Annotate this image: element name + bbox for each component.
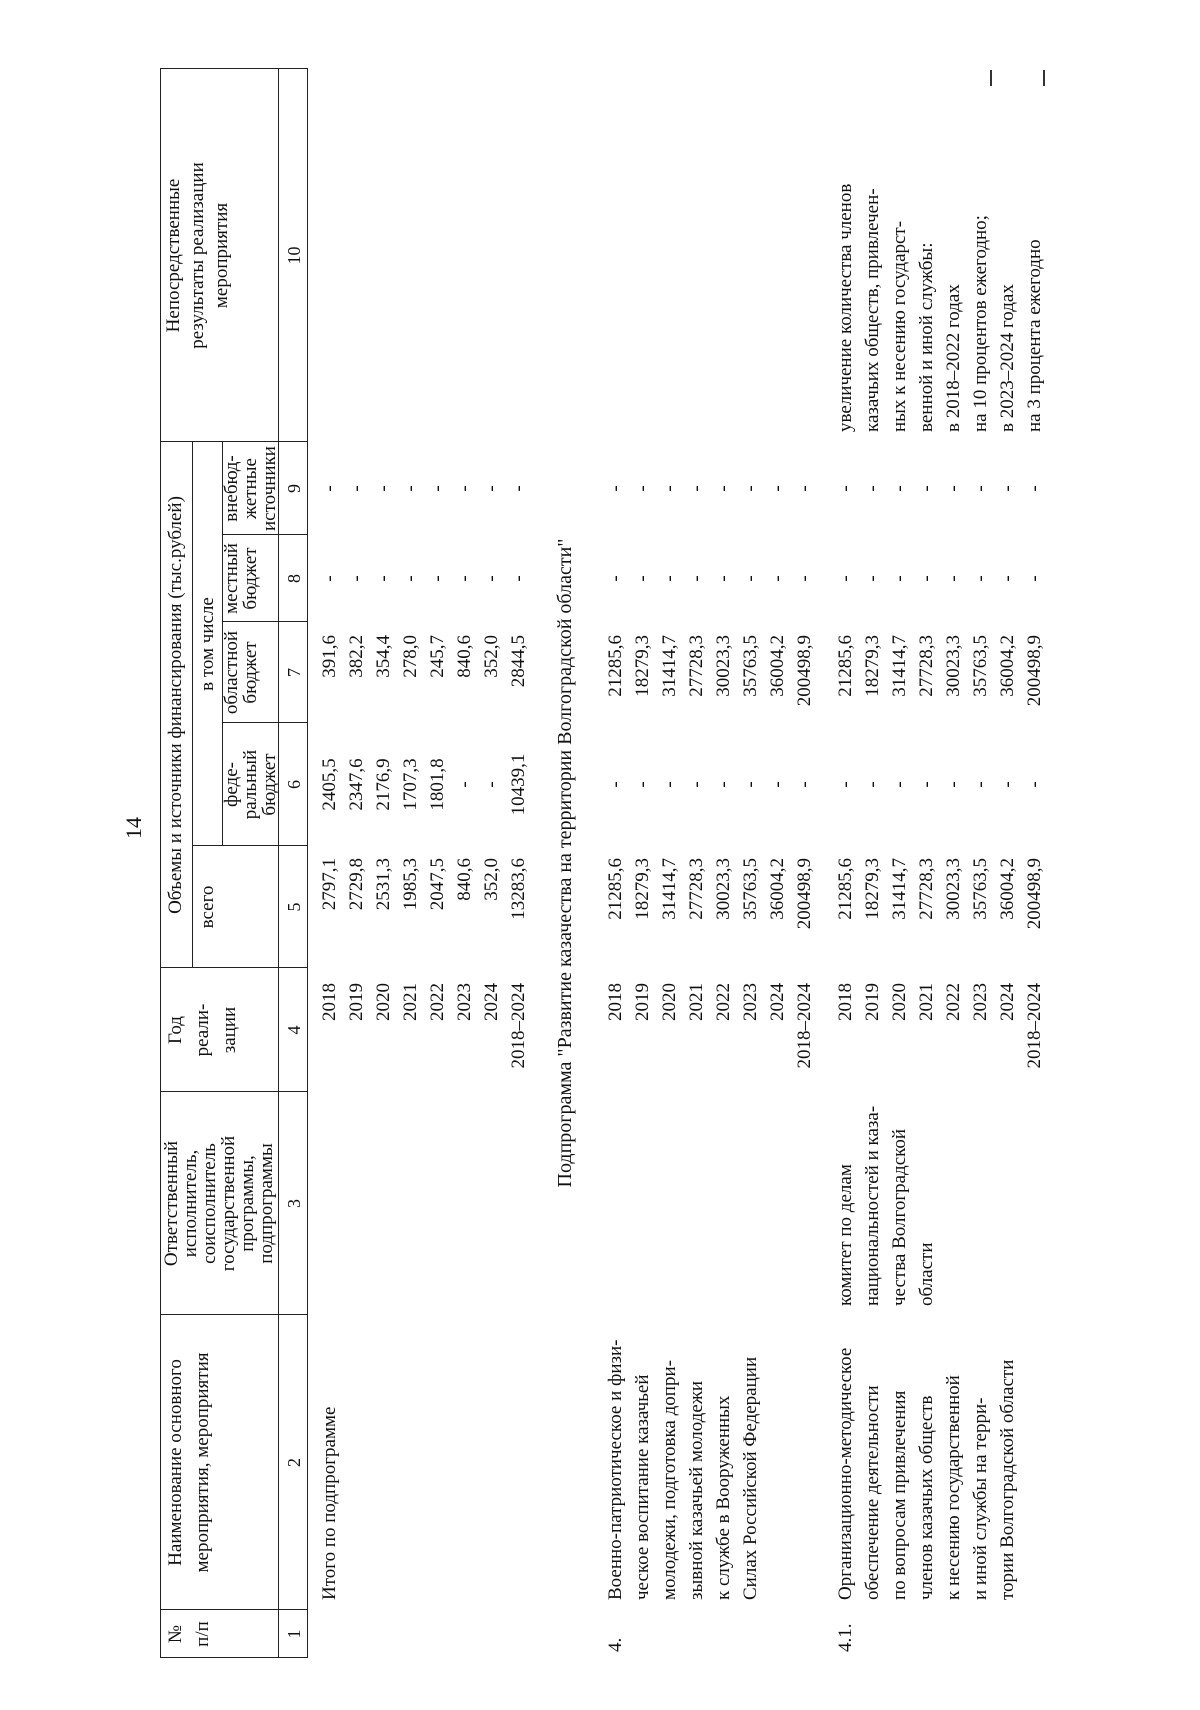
col-number: 2 <box>284 1458 304 1467</box>
row-4-federal-values: - - - - - - - - <box>605 781 815 788</box>
total-local-values: - - - - - - - - <box>319 575 529 582</box>
col-number: 8 <box>284 574 304 583</box>
col-number: 7 <box>284 668 304 677</box>
header-name: Наименование основного мероприятия, мероприятия <box>165 1352 213 1573</box>
header-total: всего <box>197 885 218 929</box>
row-4-1-regional-values: 21285,6 18279,3 31414,7 27728,3 30023,3 35763,5 36004,2 200498,9 <box>835 635 1045 707</box>
row-4-regional-values: 21285,6 18279,3 31414,7 27728,3 30023,3 35763,5 36004,2 200498,9 <box>605 635 815 707</box>
col-number: 1 <box>284 1629 304 1639</box>
row-4-local-values: - - - - - - - - <box>605 575 815 582</box>
header-extrabudget: внебюд- жетные источники <box>221 446 280 531</box>
row-4-number: 4. <box>605 1637 626 1652</box>
header-results: Непосредственные результаты реализации мероприятия <box>163 162 232 349</box>
row-4-1-number: 4.1. <box>835 1623 856 1652</box>
row-4-total-values: 21285,6 18279,3 31414,7 27728,3 30023,3 35763,5 36004,2 200498,9 <box>605 858 815 930</box>
header-year: Год реали- зации <box>165 1003 240 1057</box>
header-local: местный бюджет <box>221 543 261 614</box>
row-4-name: Военно-патриотическое и физи- ческое воспитание казачьей молодежи, подготовка допри- зывной казачьей молодежи к службе в Вооруженных Силах Российской Федерации <box>605 1339 761 1600</box>
row-4-1-federal-values: - - - - - - - - <box>835 781 1045 788</box>
col-number: 4 <box>284 1025 304 1035</box>
subprogram-title: Подпрограмма "Развитие казачества на территории Волгоградской области" <box>554 538 576 1188</box>
row-4-1-results: увеличение количества членов казачьих обществ, привлечен- ных к несению государст- венной и иной службы: в 2018–2022 годах на 10 процентов ежегодно; в 2023–2024 годах на 3 процента ежегодно <box>835 183 1045 432</box>
col-number: 5 <box>284 902 304 912</box>
header-executor: Ответственный исполнитель, соисполнитель государственной программы, подпрограммы <box>161 1135 277 1272</box>
scan-mark <box>990 70 992 86</box>
header-number: № п/п <box>165 1621 213 1647</box>
row-4-1-years: 2018 2019 2020 2021 2022 2023 2024 2018–2024 <box>835 983 1045 1069</box>
total-total-values: 2797,1 2729,8 2531,3 1985,3 2047,5 840,6 352,0 13283,6 <box>319 858 529 920</box>
col-number: 3 <box>284 1199 304 1208</box>
row-4-1-name: Организационно-методическое обеспечение деятельности по вопросам привлечения членов казачьих обществ к несению государственной и иной службы на терри- тории Волгоградской области <box>835 1347 1018 1600</box>
total-federal-values: 2405,5 2347,6 2176,9 1707,3 1801,8 - - 10439,1 <box>319 753 529 816</box>
rotated-table <box>160 68 1180 1658</box>
total-label: Итого по подпрограмме <box>319 1406 340 1600</box>
total-years: 2018 2019 2020 2021 2022 2023 2024 2018–2024 <box>319 983 529 1069</box>
col-number: 6 <box>284 780 304 789</box>
row-4-1-extra-values: - - - - - - - - <box>835 485 1045 492</box>
header-including: в том числе <box>197 597 218 691</box>
row-4-years: 2018 2019 2020 2021 2022 2023 2024 2018–2024 <box>605 983 815 1069</box>
row-4-extra-values: - - - - - - - - <box>605 485 815 492</box>
col-number: 9 <box>284 484 304 493</box>
total-extra-values: - - - - - - - - <box>319 485 529 492</box>
row-4-1-local-values: - - - - - - - - <box>835 575 1045 582</box>
row-4-1-total-values: 21285,6 18279,3 31414,7 27728,3 30023,3 35763,5 36004,2 200498,9 <box>835 858 1045 930</box>
header-funding: Объемы и источники финансирования (тыс.рублей) <box>165 496 186 914</box>
header-federal: феде- ральный бюджет <box>221 749 280 820</box>
scan-mark <box>1043 70 1045 86</box>
total-regional-values: 391,6 382,2 354,4 278,0 245,7 840,6 352,0 2844,5 <box>319 635 529 688</box>
header-regional: областной бюджет <box>221 630 261 715</box>
col-number: 10 <box>284 246 304 265</box>
page-number: 14 <box>121 817 146 839</box>
row-4-1-executor: комитет по делам национальностей и каза- чества Волгоградской области <box>835 1105 937 1306</box>
